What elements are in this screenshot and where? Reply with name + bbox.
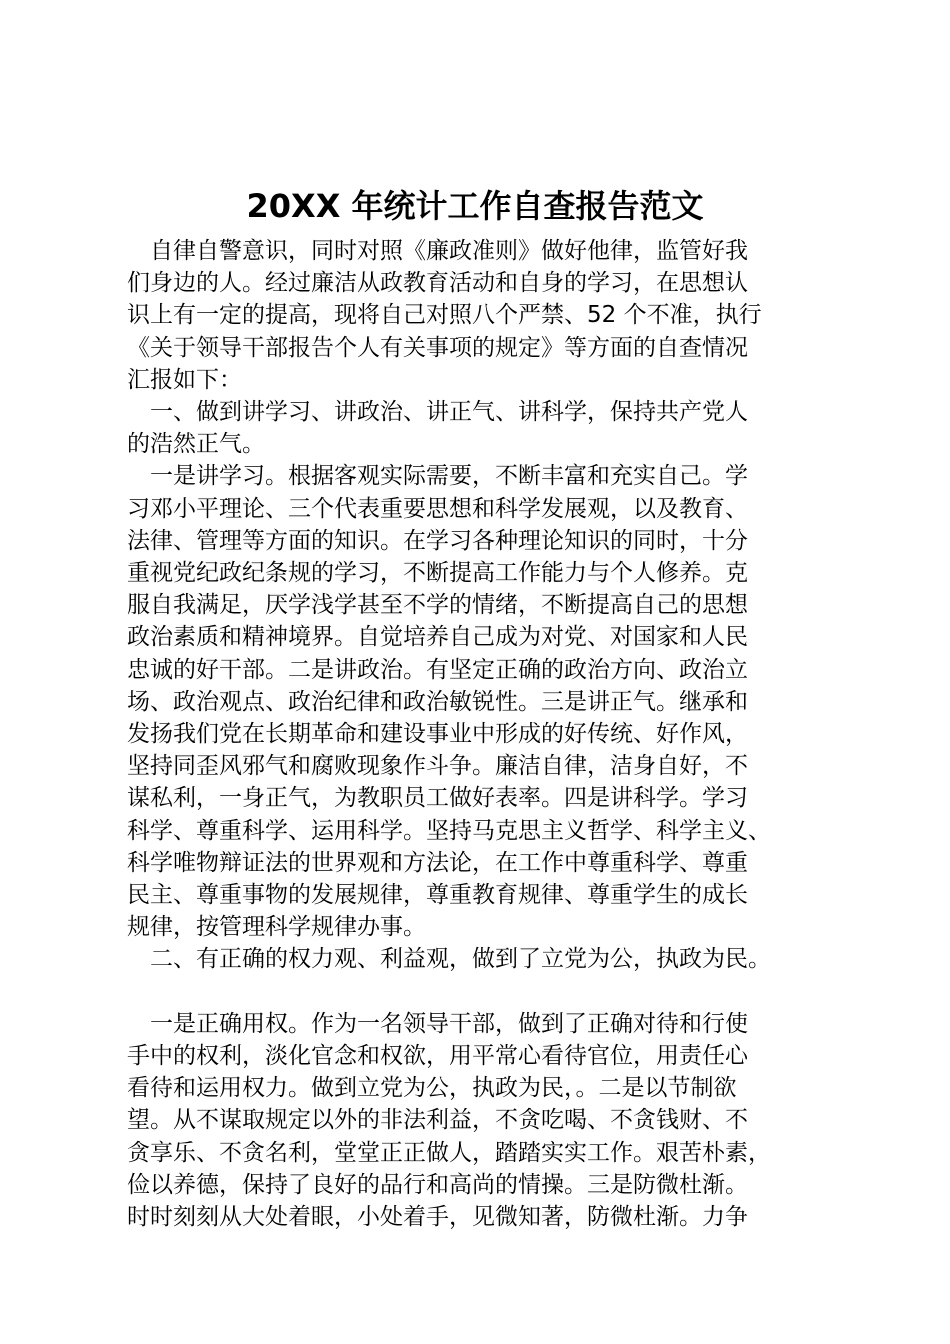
body-line: 识上有一定的提高，现将自己对照八个严禁、52 个不准，执行	[127, 302, 762, 329]
body-line: 习邓小平理论、三个代表重要思想和科学发展观，以及教育、	[127, 495, 748, 522]
body-line: 手中的权利，淡化官念和权欲，用平常心看待官位，用责任心	[127, 1043, 748, 1069]
body-line: 二、有正确的权力观、利益观，做到了立党为公，执政为民。	[127, 946, 771, 973]
body-line: 俭以养德，保持了良好的品行和高尚的情操。三是防微杜渐。	[127, 1171, 748, 1198]
body-line: 们身边的人。经过廉洁从政教育活动和自身的学习，在思想认	[127, 270, 748, 297]
body-line: 规律，按管理科学规律办事。	[127, 914, 426, 941]
body-line: 看待和运用权力。做到立党为公，执政为民，。二是以节制欲	[127, 1075, 737, 1102]
body-line: 重视党纪政纪条规的学习，不断提高工作能力与个人修养。克	[127, 560, 748, 586]
body-line: 望。从不谋取规定以外的非法利益，不贪吃喝、不贪钱财、不	[127, 1107, 748, 1134]
body-line: 场、政治观点、政治纪律和政治敏锐性。三是讲正气。继承和	[127, 688, 748, 715]
body-line: 政治素质和精神境界。自觉培养自己成为对党、对国家和人民	[127, 624, 748, 651]
body-line: 贪享乐、不贪名利，堂堂正正做人，踏踏实实工作。艰苦朴素，	[127, 1139, 771, 1166]
body-line: 一是讲学习。根据客观实际需要，不断丰富和充实自己。学	[127, 463, 748, 490]
body-line: 《关于领导干部报告个人有关事项的规定》等方面的自查情况	[127, 334, 748, 361]
body-line: 服自我满足，厌学浅学甚至不学的情绪，不断提高自己的思想	[127, 592, 748, 619]
body-line: 坚持同歪风邪气和腐败现象作斗争。廉洁自律，洁身自好，不	[127, 753, 748, 780]
document-title: 20XX 年统计工作自查报告范文	[246, 187, 704, 225]
body-line: 民主、尊重事物的发展规律，尊重教育规律、尊重学生的成长	[127, 882, 748, 908]
body-line: 一是正确用权。作为一名领导干部，做到了正确对待和行使	[127, 1010, 748, 1037]
body-line: 法律、管理等方面的知识。在学习各种理论知识的同时，十分	[127, 527, 748, 554]
body-line: 发扬我们党在长期革命和建设事业中形成的好传统、好作风，	[127, 721, 748, 747]
body-line: 谋私利，一身正气，为教职员工做好表率。四是讲科学。学习	[127, 785, 748, 812]
body-line: 的浩然正气。	[127, 431, 265, 458]
body-line: 科学、尊重科学、运用科学。坚持马克思主义哲学、科学主义、	[127, 817, 771, 844]
body-line: 汇报如下：	[127, 366, 242, 393]
body-line: 时时刻刻从大处着眼，小处着手，见微知著，防微杜渐。力争	[127, 1204, 748, 1230]
body-line: 忠诚的好干部。二是讲政治。有坚定正确的政治方向、政治立	[127, 656, 748, 683]
body-line: 科学唯物辩证法的世界观和方法论，在工作中尊重科学、尊重	[127, 849, 748, 876]
body-line: 自律自警意识，同时对照《廉政准则》做好他律，监管好我	[127, 238, 748, 264]
body-line: 一、做到讲学习、讲政治、讲正气、讲科学，保持共产党人	[127, 399, 748, 425]
